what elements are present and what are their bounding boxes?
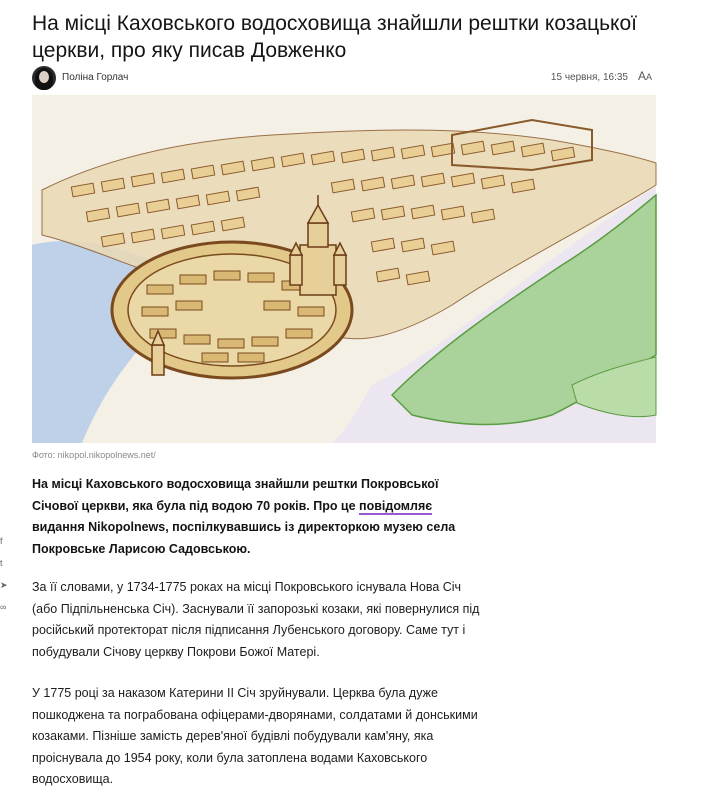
article-lead <box>32 474 482 560</box>
author-row <box>32 66 656 92</box>
facebook-icon[interactable]: f <box>0 536 3 546</box>
article-image <box>32 95 656 443</box>
telegram-icon[interactable]: ➤ <box>0 580 8 590</box>
article-paragraph-2: У 1775 році за наказом Катерини ІІ Січ зруйнували. Церква була дуже пошкоджена та пограбована офіцерами-дворянами, солдатами й донськими козаками. Пізніше замість дерев'яної будівлі побудували кам'яну, яка проіснувала до 1954 року, коли була затоплена водами Каховського водосховища. <box>32 686 478 786</box>
lead-text-start: На місці Каховського водосховища знайшли рештки Покровської Січової церкви, яка була під водою 70 років. Про це <box>32 477 439 513</box>
source-link[interactable]: повідомляє <box>359 498 433 513</box>
share-rail <box>0 536 8 624</box>
image-caption: Фото: nikopol.nikopolnews.net/ <box>32 450 156 460</box>
article-paragraph-1: За її словами, у 1734-1775 роках на місці Покровського існувала Нова Січ (або Підпільненська Січ). Заснували її запорозькі козаки, які повернулися під російський протекторат після підписання Лубенського договору. Саме тут і побудували Січову церкву Покрови Божої Матері. <box>32 580 480 659</box>
sich-map-illustration <box>32 95 656 443</box>
twitter-icon[interactable]: t <box>0 558 3 568</box>
font-size-icon[interactable]: AA <box>637 69 652 83</box>
publish-date: 15 червня, 16:35 <box>550 72 628 83</box>
avatar-face <box>39 71 49 83</box>
author-name-link[interactable]: Поліна Горлач <box>62 72 129 83</box>
article-title: На місці Каховського водосховища знайшли рештки козацької церкви, про яку писав Довженко <box>32 12 637 62</box>
author-avatar[interactable] <box>32 66 56 90</box>
lead-text-end: видання Nikopolnews, поспілкувавшись із директоркою музею села Покровське Ларисою Садовською. <box>32 520 456 556</box>
link-icon[interactable]: ∞ <box>0 602 7 612</box>
